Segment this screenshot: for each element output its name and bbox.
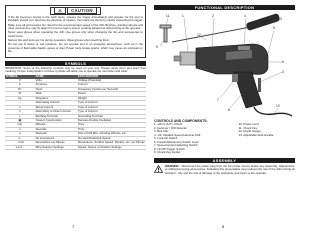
name-cell: No load speed	[35, 136, 77, 140]
column-header: EXPLANATION	[77, 75, 146, 79]
name-cell: Alternating Current	[35, 101, 77, 105]
symbols-heading: SYMBOLS	[5, 61, 146, 66]
symbol-cell: V	[5, 79, 35, 83]
drill-diagram	[154, 12, 295, 118]
explanation-cell: Speed, Torque or Position Settings	[77, 145, 146, 149]
name-cell: Minutes	[35, 123, 77, 127]
control-item: 1. 13mm (1/2") Chuck	[154, 122, 183, 126]
name-cell: Direct Current	[35, 105, 77, 109]
explanation-cell: Revolutions, Surface Speed, Strokes, etc. per Minute	[77, 140, 145, 145]
column-header: SYMBOL	[5, 75, 35, 79]
symbol-cell: s	[5, 127, 35, 131]
control-item: 10. Power Cord	[238, 122, 259, 126]
assembly-warning	[154, 165, 295, 175]
callout-10: 10	[276, 104, 280, 108]
callout-2: 2	[212, 14, 214, 18]
caution-header	[8, 7, 143, 15]
name-cell: Amperes	[35, 83, 77, 87]
explanation-cell: Power	[77, 92, 146, 96]
callout-9: 9	[156, 45, 158, 49]
symbols-table	[5, 75, 146, 150]
chuck-key-illustration	[160, 25, 171, 42]
callout-4: 4	[244, 14, 246, 18]
caution-paragraph: Narrow bits and tools get hot during operation. Wear gloves when touching them.	[8, 38, 110, 43]
assembly-warning-body: - Disconnect the power plug from the AC power source before any assembly, adjustments, or adding/removing accessories. Following this preventative step reduces the risk of the drill running on accident - bits and the risk of damage to the workpiece and injury to the operator.	[165, 163, 295, 175]
explanation-cell: Frequency (Cycles per Second)	[77, 87, 146, 91]
callout-3: 3	[282, 70, 284, 74]
callout-11: 11	[166, 14, 170, 18]
page-number: 7	[72, 224, 75, 229]
warning-triangle-icon: ⚠	[54, 7, 66, 14]
symbol-cell: ⎓	[5, 105, 35, 109]
callout-5: 5	[273, 26, 275, 30]
caution-paragraph: Do not use in damp or wet locations. Do not operate tool in an explosive atmosphere, such as in the presence of flammable liquids, gases or dust. Power tools create sparks, which may cause an explosion or fire.	[8, 42, 143, 54]
page-number: 8	[222, 224, 225, 229]
symbol-cell: ~	[5, 101, 35, 105]
caution-paragraph: Make sure all accessories are rated for the recommended speed of the drill. Brushes, grinding wheels and other accessories may fly apart if run at too high a speed, sending dangerous debris flying at the operator.	[8, 22, 143, 31]
assembly-heading: ASSEMBLY	[154, 158, 295, 163]
control-item: 7. Speed Control Adjusting Switch	[154, 143, 198, 148]
symbol-cell: ⌀	[5, 132, 35, 136]
symbol-cell: ≂	[5, 110, 35, 114]
controls-column-2	[239, 123, 295, 155]
controls-title: CONTROLS AND COMPONENTS:	[154, 119, 208, 123]
right-page	[150, 0, 300, 232]
explanation-cell: Type of Current	[77, 101, 146, 105]
control-item: 8. On/Off Trigger Switch	[154, 146, 185, 151]
assembly-warning-text	[165, 165, 295, 175]
callout-6: 6	[282, 60, 284, 64]
symbol-cell: Hz	[5, 87, 35, 91]
explanation-cell: Grounding Terminal	[77, 114, 146, 118]
name-cell: Alternating or Direct Current	[35, 110, 77, 114]
explanation-cell: Denotes Double Insulation	[77, 119, 146, 123]
control-item: 12. Depth Gauge	[238, 129, 261, 134]
symbol-cell: ⏚	[5, 114, 35, 118]
name-cell: Earthing Terminal	[35, 114, 77, 118]
explanation-cell: Current	[77, 83, 146, 87]
explanation-cell: No load Rotational Speed	[77, 136, 146, 140]
callout-12: 12	[197, 33, 201, 37]
caution-paragraph: If the bit becomes bound in the work piece, release the trigger immediately and prepare for the tool to kickback toward you. Reverse the direction of rotation, then back out the bit by slowly squeezing the trigger.	[8, 15, 143, 23]
caution-title: CAUTION	[67, 7, 97, 14]
control-item: 5. Lock-On Switch	[154, 136, 178, 141]
name-cell: Watt	[35, 92, 77, 96]
symbol-cell: W	[5, 92, 35, 96]
name-cell: Diameter	[35, 132, 77, 136]
symbol-cell: A	[5, 83, 35, 87]
explanation-cell: Time	[77, 123, 146, 127]
name-cell: Seconds	[35, 127, 77, 131]
control-item: 2. Hammer / Drill Selector	[154, 125, 188, 130]
control-item: 6. Forward/Reversing Switch Lever	[154, 139, 199, 144]
table-row	[5, 145, 146, 149]
symbol-cell: …/min	[5, 141, 35, 145]
control-item: 4. 1/2" Variable Speed Hammer Drill	[154, 132, 201, 137]
side-handle-illustration	[246, 13, 281, 31]
symbol-cell: n₀	[5, 136, 35, 140]
column-header: NAME	[35, 75, 77, 79]
controls-column-1	[154, 123, 239, 155]
drill-body-illustration	[196, 44, 268, 74]
callout-7: 7	[217, 98, 219, 102]
name-cell: Volts	[35, 79, 77, 83]
symbol-cell: kg	[5, 96, 35, 100]
drill-handle-illustration	[232, 72, 262, 108]
symbols-table-body	[5, 79, 146, 150]
explanation-cell: Type of Current	[77, 105, 146, 109]
caution-paragraph: Never wear gloves when operating the drill. Use gloves only when changing the bits and accessories to avoid burns.	[8, 30, 143, 38]
symbol-cell: ▣	[5, 119, 35, 123]
functional-description-heading: FUNCTIONAL DESCRIPTION	[154, 5, 295, 10]
left-page	[0, 0, 150, 232]
control-item: 9. Chuck Key Holder	[154, 150, 181, 155]
callout-13: 13	[278, 17, 282, 21]
power-cord-illustration	[254, 107, 292, 116]
symbol-cell: 1,2,3...	[5, 145, 35, 149]
chuck-illustration	[174, 52, 196, 65]
callout-1: 1	[182, 14, 184, 18]
caution-box	[5, 5, 146, 58]
symbol-cell: min	[5, 123, 35, 127]
name-cell: Class II Construction	[35, 119, 77, 123]
explanation-cell: Size of Drill Bits, Grinding Wheels, etc.	[77, 132, 146, 136]
symbols-intro: IMPORTANT: Some of the following symbols may be used on your tool. Please study them and learn their meaning. Proper interpretation of these symbols will allow you to operate the tool better and safer.	[5, 66, 146, 74]
control-item: 11. Chuck Key	[238, 125, 258, 130]
belt-clip-illustration	[258, 78, 261, 92]
explanation-cell: Weight	[77, 96, 146, 100]
name-cell: Hertz	[35, 87, 77, 91]
assembly-warning-label: WARNING	[165, 163, 179, 168]
name-cell: Kilograms	[35, 96, 77, 100]
control-item: 13. Adjustable Side Handle	[238, 132, 274, 137]
control-item: 3. Belt Clip	[154, 129, 168, 134]
explanation-cell: Type of Current	[77, 110, 146, 114]
explanation-cell: Time	[77, 127, 146, 131]
warning-triangle-icon	[154, 165, 163, 173]
explanation-cell: Voltage (Potential)	[77, 79, 146, 83]
name-cell: Ring Selector Settings	[35, 145, 77, 149]
controls-list	[154, 123, 295, 155]
name-cell: Revolutions per Minute	[35, 141, 77, 145]
callout-8: 8	[228, 108, 230, 112]
